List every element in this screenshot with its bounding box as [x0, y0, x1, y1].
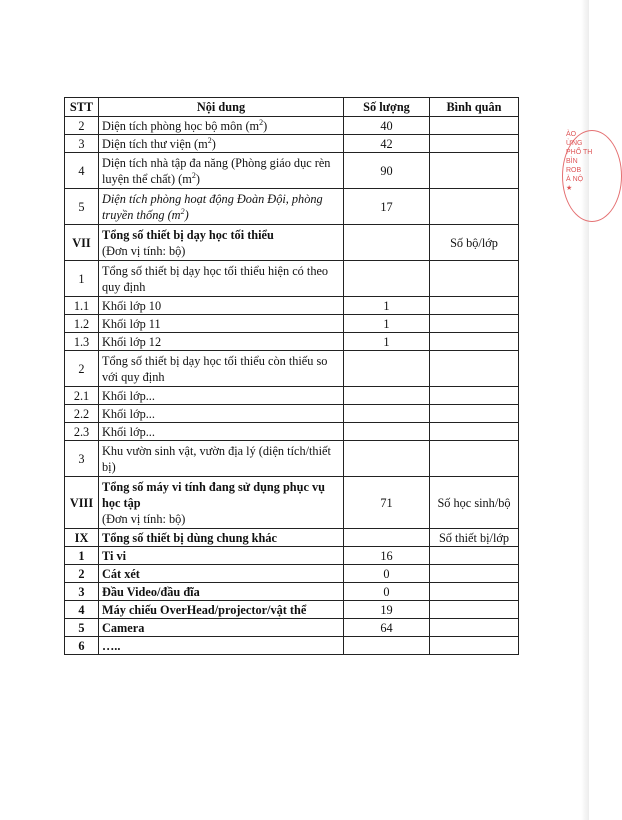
cell-content: Máy chiếu OverHead/projector/vật thể	[99, 601, 344, 619]
table-row	[65, 135, 519, 153]
table-row	[65, 315, 519, 333]
cell-content: Diện tích thư viện $(m^2)$	[99, 135, 344, 153]
cell-content: Khối lớp...	[99, 423, 344, 441]
cell-average	[430, 565, 519, 583]
cell-quantity: 1	[344, 297, 430, 315]
stamp-text-line: ỪNG	[566, 140, 583, 147]
cell-quantity	[344, 637, 430, 655]
table-row	[65, 423, 519, 441]
table-row	[65, 565, 519, 583]
cell-stt: 2	[65, 565, 99, 583]
cell-stt: 1.2	[65, 315, 99, 333]
section-title: Tổng số thiết bị dùng chung khác	[99, 529, 344, 547]
cell-quantity	[344, 405, 430, 423]
cell-stt: IX	[65, 529, 99, 547]
cell-average	[430, 117, 519, 135]
cell-stt: VII	[65, 225, 99, 261]
section-row	[65, 477, 519, 529]
stamp-text-line: À NỘ	[566, 176, 584, 183]
cell-quantity	[344, 225, 430, 261]
cell-average	[430, 405, 519, 423]
cell-quantity: 17	[344, 189, 430, 225]
cell-content: Khối lớp 12	[99, 333, 344, 351]
cell-content	[99, 225, 344, 261]
table-row	[65, 297, 519, 315]
cell-average	[430, 333, 519, 351]
cell-content: Diện tích phòng học bộ môn $(m^2)$	[99, 117, 344, 135]
cell-quantity: 40	[344, 117, 430, 135]
cell-quantity: 1	[344, 333, 430, 351]
table-row	[65, 351, 519, 387]
cell-content	[99, 477, 344, 529]
cell-average	[430, 601, 519, 619]
cell-stt: 1	[65, 547, 99, 565]
cell-quantity	[344, 387, 430, 405]
cell-stt: 5	[65, 619, 99, 637]
cell-quantity: 1	[344, 315, 430, 333]
cell-average	[430, 297, 519, 315]
table-row	[65, 387, 519, 405]
cell-content: Diện tích nhà tập đa năng (Phòng giáo dục rèn luyện thể chất) $(m^2)$	[99, 153, 344, 189]
cell-stt: 4	[65, 153, 99, 189]
cell-quantity	[344, 441, 430, 477]
cell-average	[430, 387, 519, 405]
header-quantity: Số lượng	[344, 98, 430, 117]
table-row	[65, 153, 519, 189]
table-row	[65, 619, 519, 637]
section-title: Tổng số máy vi tính đang sử dụng phục vụ học tập	[102, 479, 326, 510]
cell-content: Tổng số thiết bị dạy học tối thiểu hiện có theo quy định	[99, 261, 344, 297]
table-row	[65, 547, 519, 565]
table-row	[65, 333, 519, 351]
unit-note: (Đơn vị tính: bộ)	[102, 511, 186, 526]
cell-stt: 1.1	[65, 297, 99, 315]
cell-content: Diện tích phòng hoạt động Đoàn Đội, phòng truyền thống $(m^2)$	[99, 189, 344, 225]
cell-average	[430, 315, 519, 333]
table-row	[65, 583, 519, 601]
cell-average	[430, 637, 519, 655]
cell-stt: 2.3	[65, 423, 99, 441]
cell-content: Khối lớp...	[99, 387, 344, 405]
unit-note: (Đơn vị tính: bộ)	[102, 243, 186, 258]
cell-quantity: 0	[344, 565, 430, 583]
page-edge-shadow	[581, 0, 589, 820]
cell-stt: 6	[65, 637, 99, 655]
table-row	[65, 405, 519, 423]
cell-average	[430, 189, 519, 225]
cell-stt: 2	[65, 117, 99, 135]
cell-content: Camera	[99, 619, 344, 637]
cell-stt: 3	[65, 441, 99, 477]
cell-quantity: 16	[344, 547, 430, 565]
cell-stt: 2.1	[65, 387, 99, 405]
cell-stt: 1	[65, 261, 99, 297]
cell-average	[430, 351, 519, 387]
header-average: Bình quân	[430, 98, 519, 117]
cell-quantity: 42	[344, 135, 430, 153]
cell-average	[430, 423, 519, 441]
table-row	[65, 601, 519, 619]
cell-stt: 3	[65, 583, 99, 601]
cell-stt: 4	[65, 601, 99, 619]
cell-content: Tổng số thiết bị dạy học tối thiểu còn thiếu so với quy định	[99, 351, 344, 387]
cell-quantity	[344, 351, 430, 387]
cell-quantity: 64	[344, 619, 430, 637]
cell-average	[430, 547, 519, 565]
stamp-text-line: ÀO	[566, 131, 577, 138]
cell-content: Khu vườn sinh vật, vườn địa lý (diện tích/thiết bị)	[99, 441, 344, 477]
cell-quantity: 90	[344, 153, 430, 189]
cell-average: Số bộ/lớp	[430, 225, 519, 261]
stamp-text-line: BÌN	[566, 158, 578, 165]
cell-content: Đầu Video/đầu đĩa	[99, 583, 344, 601]
cell-quantity: 0	[344, 583, 430, 601]
table-header-row	[65, 98, 519, 117]
table-row	[65, 637, 519, 655]
section-title: Tổng số thiết bị dạy học tối thiểu	[102, 227, 274, 242]
cell-stt: 3	[65, 135, 99, 153]
cell-average	[430, 153, 519, 189]
cell-content: …..	[99, 637, 344, 655]
cell-average	[430, 583, 519, 601]
cell-average: Số học sinh/bộ	[430, 477, 519, 529]
cell-stt: 2.2	[65, 405, 99, 423]
red-seal-stamp	[560, 130, 594, 220]
cell-quantity	[344, 423, 430, 441]
header-stt: STT	[65, 98, 99, 117]
cell-content: Khối lớp...	[99, 405, 344, 423]
cell-stt: 5	[65, 189, 99, 225]
cell-content: Khối lớp 11	[99, 315, 344, 333]
stamp-text-line: ★	[566, 185, 573, 192]
cell-content: Ti vi	[99, 547, 344, 565]
section-row	[65, 225, 519, 261]
cell-stt: 1.3	[65, 333, 99, 351]
cell-average	[430, 261, 519, 297]
cell-content: Cát xét	[99, 565, 344, 583]
table-row	[65, 189, 519, 225]
header-content: Nội dung	[99, 98, 344, 117]
cell-average	[430, 441, 519, 477]
cell-quantity	[344, 529, 430, 547]
section-row	[65, 529, 519, 547]
table-row	[65, 441, 519, 477]
stamp-text-line: PHỔ TH	[566, 149, 593, 156]
facilities-table	[64, 97, 519, 655]
table-row	[65, 261, 519, 297]
cell-content: Khối lớp 10	[99, 297, 344, 315]
cell-quantity	[344, 261, 430, 297]
table-row	[65, 117, 519, 135]
cell-stt: 2	[65, 351, 99, 387]
cell-quantity: 19	[344, 601, 430, 619]
cell-stt: VIII	[65, 477, 99, 529]
cell-average	[430, 619, 519, 637]
cell-average	[430, 135, 519, 153]
stamp-text-line: ROB	[566, 167, 582, 174]
cell-average: Số thiết bị/lớp	[430, 529, 519, 547]
cell-quantity: 71	[344, 477, 430, 529]
